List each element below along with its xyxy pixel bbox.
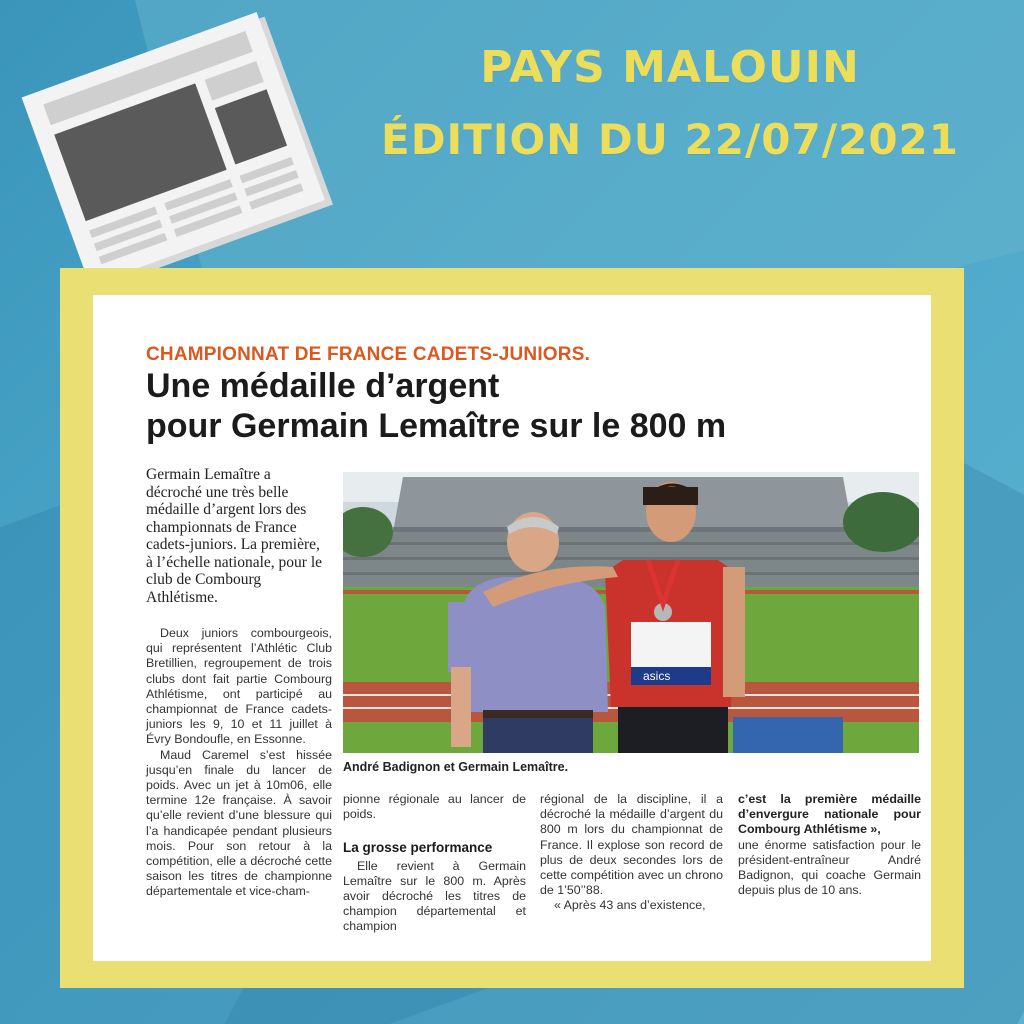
article-photo [343, 472, 919, 753]
article-headline [146, 366, 906, 446]
edition-date: ÉDITION DU 22/07/2021 [381, 115, 959, 164]
paragraph: pionne régionale au lancer de poids. [343, 792, 526, 822]
paragraph: une énorme satisfaction pour le président-entraîneur André Badignon, qui coache Germain depuis plus de 10 ans. [738, 837, 921, 898]
article-lead: Germain Lemaître a décroché une très belle médaille d’argent lors des championnats de France cadets-juniors. La première, à l’échelle nationale, pour le club de Combourg Athlétisme. [146, 466, 323, 606]
edition-title: PAYS MALOUIN [480, 42, 860, 93]
article-subheading: La grosse performance [343, 840, 493, 856]
article-column-1 [146, 626, 332, 900]
photo-caption: André Badignon et Germain Lemaître. [343, 760, 569, 774]
paragraph: Elle revient à Germain Lemaître sur le 800 m. Après avoir décroché les titres de champion départemental et champion [343, 858, 526, 934]
newspaper-icon [18, 8, 348, 308]
quote-text: c’est la première médaille d’envergure nationale pour Combourg Athlétisme », [738, 792, 921, 837]
paragraph: Maud Caremel s’est hissée jusqu’en finale du lancer de poids. Avec un jet à 10m06, elle termine 12e française. À savoir qu’elle revient d’une blessure qui l’a handicapée pendant plusieurs mois. Pour son retour à la compétition, elle a décroché cette saison les titres de championne départementale et vice-cham- [146, 747, 332, 899]
article-kicker: CHAMPIONNAT DE FRANCE CADETS-JUNIORS. [146, 344, 591, 365]
headline-line-1: Une médaille d’argent [146, 367, 500, 405]
headline-line-2: pour Germain Lemaître sur le 800 m [146, 407, 727, 445]
bib-sponsor-label: asics [643, 669, 671, 683]
paragraph: Deux juniors combourgeois, qui représentent l’Athlétic Club Bretillien, regroupement de trois clubs dont fait partie Combourg Athlétisme, ont participé au championnat de France cadets-juniors les 9, 10 et 11 juillet à Évry Bondoufle, en Essonne. [146, 626, 332, 747]
paragraph: régional de la discipline, il a décroché la médaille d’argent du 800 m lors du championnat de France. Il explose son record de plus de deux secondes lors de cette compétition avec un chrono de 1’50’’88. [540, 792, 723, 898]
article-column-2 [343, 792, 526, 935]
article-column-4 [738, 792, 921, 898]
paragraph: « Après 43 ans d’existence, [554, 898, 706, 913]
article-column-3 [540, 792, 723, 914]
